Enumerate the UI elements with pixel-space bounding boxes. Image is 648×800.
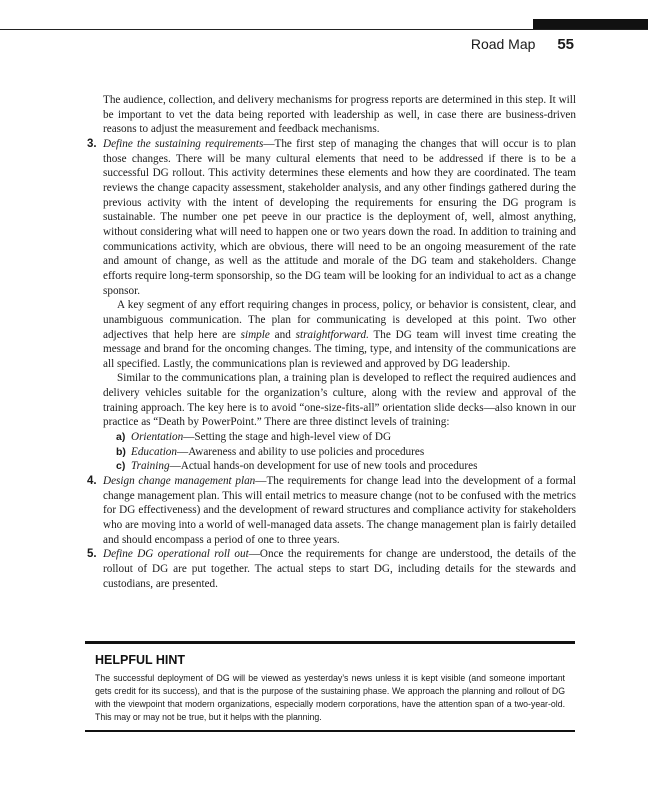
training-level-desc: —Awareness and ability to use policies and procedures: [177, 445, 425, 458]
item-4-title: Design change management plan: [103, 475, 256, 488]
training-level-c: [78, 459, 576, 474]
paragraph-training: Similar to the communications plan, a training plan is developed to reflect the required audiences and delivery vehicles suitable for the organization’s culture, along with the review and approval of the training approach. The key here is to avoid “one-size-fits-all” orientation slide decks—also known in our practice as “Death by PowerPoint.” There are three distinct levels of training:: [103, 372, 576, 429]
training-level-b: [78, 445, 576, 460]
item-4-text: —The requirements for change lead into the development of a formal change management plan. This will entail metrics to measure change (not to be confused with the metrics for DG effectiveness) and the development of reward structures and compliance activity for stakeholders who are moving into a world of well-managed data assets. The change management plan is fairly detailed and should encompass a period of one to three years.: [103, 475, 576, 546]
training-level-desc: —Actual hands-on development for use of new tools and procedures: [169, 460, 478, 473]
comm-text-before: A key segment of any effort requiring changes in process, policy, or behavior is consistent, clear, and unambiguous communication. The plan for communicating is developed at this point. Two other adjectives that help here are: [103, 299, 576, 341]
training-level-name: Education: [131, 445, 177, 458]
list-number-4: 4.: [87, 475, 97, 488]
hint-title: HELPFUL HINT: [95, 653, 186, 667]
helpful-hint-box: [85, 641, 575, 732]
comm-em-straightforward: straightforward.: [295, 328, 369, 341]
list-number-3: 3.: [87, 137, 97, 150]
training-level-name: Training: [131, 460, 170, 473]
list-number-5: 5.: [87, 548, 97, 561]
item-3-title: Define the sustaining requirements: [103, 137, 264, 150]
running-head: [471, 36, 574, 53]
training-level-letter: b): [116, 445, 126, 458]
paragraph-communication: [78, 298, 576, 371]
running-title: Road Map: [470, 36, 536, 52]
header-decorative-bar: [533, 19, 648, 29]
item-5-title: Define DG operational roll out: [103, 548, 249, 561]
comm-em-simple: simple: [240, 328, 270, 341]
training-level-letter: a): [116, 431, 126, 444]
training-level-a: [78, 430, 576, 445]
paragraph-intro: The audience, collection, and delivery mechanisms for progress reports are determined in this step. It will be important to vet the data being reported with leadership as well, in case there are business-driven reasons to adjust the measurement and feedback mechanisms.: [103, 94, 576, 136]
item-3-text: —The first step of managing the changes that will occur is to plan those changes. There will be many cultural elements that need to be addressed if there is to be a successful DG rollout. This activity determines these elements and how they are coordinated. The team reviews the change capacity assessment, stakeholder analysis, and any other findings gathered during the previous activity with the intent of developing the requirements for ensuring the DG program is sustainable. The number one pet peeve in our practice is the deployment of, well, almost anything, without considering what will need to happen one or two years down the road. In addition to training and communications activity, which are obvious, there will need to be an ongoing measurement of the rate and amount of change, as well as the attitude and morale of the DG team and stakeholders. Change efforts require long-term sponsorship, so the DG team will be looking for an individual to act as a change sponsor.: [103, 137, 576, 297]
item-5-text: —Once the requirements for change are understood, the details of the rollout of DG are put together. The actual steps to start DG, including details for the stewards and custodians, are presented.: [103, 548, 576, 590]
training-level-desc: —Setting the stage and high-level view of DG: [183, 431, 392, 444]
header-rule: [0, 29, 648, 30]
comm-text-after: The DG team will invest time creating the message and brand for the oncoming changes. The timing, type, and intensity of the communications are all specified. Lastly, the communications plan is reviewed and approved by DG leadership.: [103, 328, 577, 370]
page-number: 55: [557, 36, 574, 53]
list-item-5: [78, 547, 576, 591]
list-item-4: [78, 474, 576, 547]
training-level-name: Orientation: [131, 431, 184, 444]
comm-text-mid: and: [269, 328, 296, 341]
body-text: [78, 93, 576, 591]
training-level-letter: c): [116, 460, 126, 473]
list-item-3: [78, 137, 576, 298]
hint-text: The successful deployment of DG will be viewed as yesterday’s news unless it is kept visible (and someone important gets credit for its success), and that is the purpose of the sustaining phase. We approach the planning and rollout of DG with the viewpoint that modern organizations, especially modern corporations, have the attention span of a two-year-old. This may or may not be true, but it helps with the planning.: [95, 673, 565, 722]
